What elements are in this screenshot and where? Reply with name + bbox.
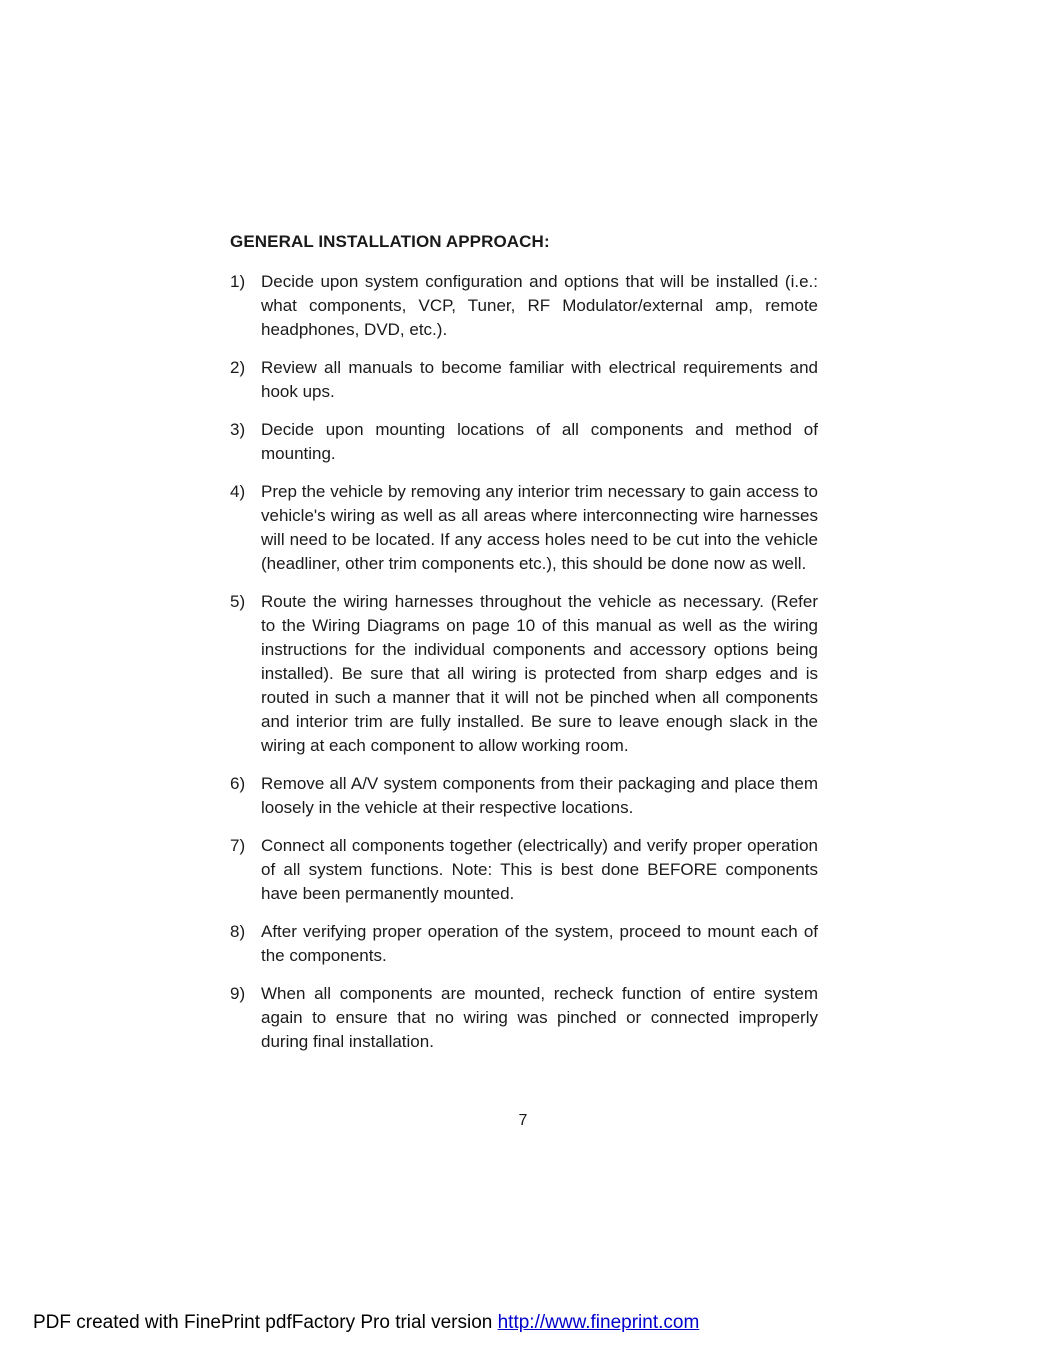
step-number: 8) [230,922,246,941]
footer-text: PDF created with FinePrint pdfFactory Pro trial version [33,1312,498,1333]
footer-link[interactable]: http://www.fineprint.com [497,1312,700,1333]
step-item [230,418,818,466]
step-item [230,590,818,758]
step-text: After verifying proper operation of the system, proceed to mount each of the components. [261,922,818,965]
step-item [230,480,818,576]
page-number: 7 [518,1112,528,1129]
step-text: Prep the vehicle by removing any interior trim necessary to gain access to vehicle's wiring as well as all areas where interconnecting wire harnesses will need to be located. If any access holes need to be cut into the vehicle (headliner, other trim components etc.), this should be done now as well. [261,482,818,573]
pdf-footer [33,1312,699,1334]
step-item [230,772,818,820]
step-number: 7) [230,836,246,855]
step-number: 9) [230,984,246,1003]
step-text: Connect all components together (electrically) and verify proper operation of all system functions. Note: This is best done BEFORE components have been permanently mounted. [261,836,818,903]
step-number: 2) [230,358,246,377]
step-text: Remove all A/V system components from their packaging and place them loosely in the vehicle at their respective locations. [261,774,818,817]
step-item [230,834,818,906]
section-heading: GENERAL INSTALLATION APPROACH: [230,232,550,251]
step-item [230,982,818,1054]
installation-steps-list [230,270,818,1068]
step-text: Decide upon mounting locations of all components and method of mounting. [261,420,818,463]
step-number: 1) [230,272,246,291]
step-number: 5) [230,592,246,611]
step-text: Route the wiring harnesses throughout the vehicle as necessary. (Refer to the Wiring Diagrams on page 10 of this manual as well as the wiring instructions for the individual components and accessory options being installed). Be sure that all wiring is protected from sharp edges and is routed in such a manner that it will not be pinched when all components and interior trim are fully installed. Be sure to leave enough slack in the wiring at each component to allow working room. [261,592,818,755]
step-item [230,920,818,968]
step-text: When all components are mounted, recheck function of entire system again to ensure that no wiring was pinched or connected improperly during final installation. [261,984,818,1051]
step-number: 3) [230,420,246,439]
step-item [230,270,818,342]
step-number: 6) [230,774,246,793]
step-text: Decide upon system configuration and options that will be installed (i.e.: what components, VCP, Tuner, RF Modulator/external amp, remote headphones, DVD, etc.). [261,272,818,339]
step-text: Review all manuals to become familiar with electrical requirements and hook ups. [261,358,818,401]
step-item [230,356,818,404]
step-number: 4) [230,482,246,501]
